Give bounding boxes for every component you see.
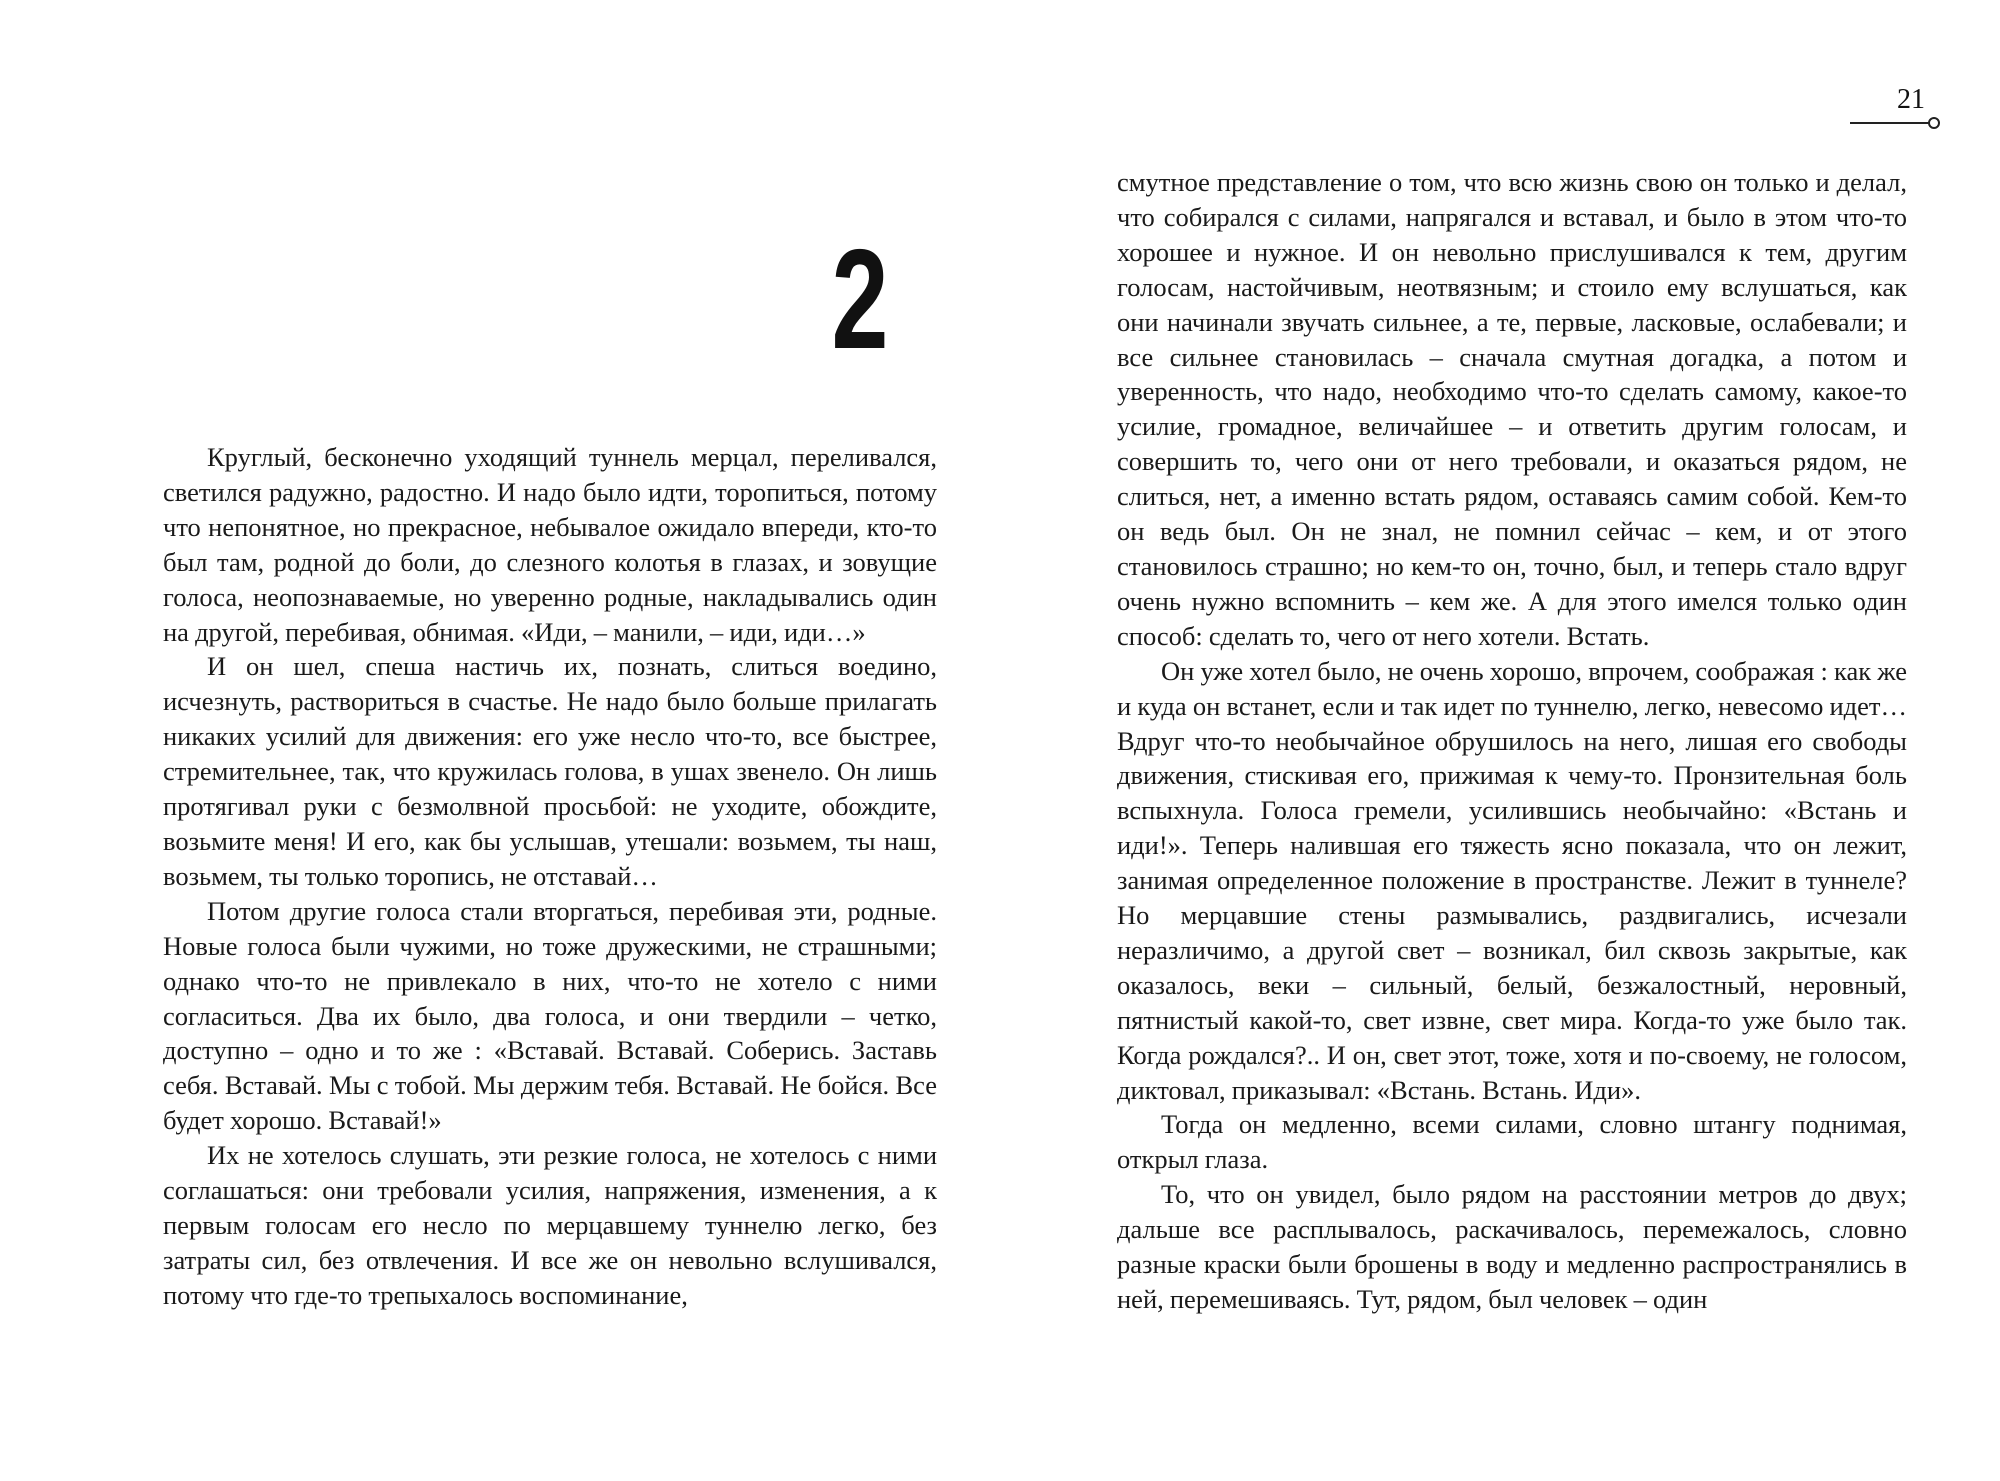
- chapter-number: 2: [831, 220, 889, 379]
- paragraph: Он уже хотел было, не очень хорошо, впрочем, соображая : как же и куда он встанет, если и так идет по туннелю, легко, невесомо идет… Вдруг что-то необычайное обрушилось на него, лишая его свободы движения, стискивая его, прижимая к чему-то. Пронзительная боль вспыхнула. Голоса гремели, усилившись необычайно: «Встань и иди!». Теперь налившая его тяжесть ясно показала, что он лежит, занимая определенное положение в пространстве. Лежит в туннеле? Но мерцавшие стены размывались, раздвигались, исчезали неразличимо, а другой свет – возникал, бил сквозь закрытые, как оказалось, веки – сильный, белый, безжалостный, неровный, пятнистый какой-то, свет извне, свет мира. Когда-то уже было так. Когда рождался?.. И он, свет этот, тоже, хотя и по-своему, не голосом, диктовал, приказывал: «Встань. Встань. Иди».: [1117, 655, 1907, 1105]
- paragraph: Потом другие голоса стали вторгаться, перебивая эти, родные. Новые голоса были чужими, но тоже дружескими, не страшными; однако что-то не привлекало в них, что-то не хотело с ними согласиться. Два их было, два голоса, и они твердили – четко, доступно – одно и то же : «Вставай. Вставай. Соберись. Заставь себя. Вставай. Мы с тобой. Мы держим тебя. Вставай. Не бойся. Все будет хорошо. Вставай!»: [163, 895, 937, 1136]
- left-page-text: [163, 440, 937, 1313]
- right-page-text: [1117, 165, 1907, 1317]
- paragraph: Круглый, бесконечно уходящий туннель мерцал, переливался, светился радужно, радостно. И надо было идти, торопиться, потому что непонятное, но прекрасное, небывалое ожидало впереди, кто-то был там, родной до боли, до слезного колотья в глазах, и зовущие голоса, неопознаваемые, но уверенно родные, накладывались один на другой, перебивая, обнимая. «Иди, – манили, – иди, иди…»: [163, 442, 937, 647]
- page-number-rule: [1850, 122, 1930, 124]
- paragraph: И он шел, спеша настичь их, познать, слиться воедино, исчезнуть, раствориться в счастье. Не надо было больше прилагать никаких усилий для движения: его уже несло что-то, все быстрее, стремительнее, так, что кружилась голова, в ушах звенело. Он лишь протягивал руки с безмолвной просьбой: не уходите, обождите, возьмите меня! И его, как бы услышав, утешали: возьмем, ты наш, возьмем, ты только торопись, не отставай…: [163, 651, 937, 891]
- paragraph: смутное представление о том, что всю жизнь свою он только и делал, что собирался с силами, напрягался и вставал, и было в этом что-то хорошее и нужное. И он невольно прислушивался к тем, другим голосам, настойчивым, неотвязным; и стоило ему вслушаться, как они начинали звучать сильнее, а те, первые, ласковые, ослабевали; и все сильнее становилась – сначала смутная догадка, а потом и уверенность, что надо, необходимо что-то сделать самому, какое-то усилие, громадное, величайшее – и ответить другим голосам, и совершить то, чего они от него требовали, и оказаться рядом, не слиться, нет, а именно встать рядом, оставаясь самим собой. Кем-то он ведь был. Он не знал, не помнил сейчас – кем, и от этого становилось страшно; но кем-то он, точно, был, и теперь стало вдруг очень нужно вспомнить – кем же. А для этого имелся только один способ: сделать то, чего от него хотели. Встать.: [1117, 167, 1907, 651]
- paragraph: Тогда он медленно, всеми силами, словно штангу поднимая, открыл глаза.: [1117, 1109, 1907, 1175]
- page-number-rule-dot-icon: [1928, 117, 1940, 129]
- page-number: 21: [1897, 84, 1925, 115]
- paragraph: Их не хотелось слушать, эти резкие голоса, не хотелось с ними соглашаться: они требовали усилия, напряжения, изменения, а к первым голосам его несло по мерцавшему туннелю легко, без затраты сил, без отвлечения. И все же он невольно вслушивался, потому что где-то трепыхалось воспоминание,: [163, 1140, 937, 1310]
- paragraph: То, что он увидел, было рядом на расстоянии метров до двух; дальше все расплывалось, раскачивалось, перемежалось, словно разные краски были брошены в воду и медленно распространялись в ней, перемешиваясь. Тут, рядом, был человек – один: [1117, 1179, 1907, 1314]
- right-page: [1000, 0, 2000, 1481]
